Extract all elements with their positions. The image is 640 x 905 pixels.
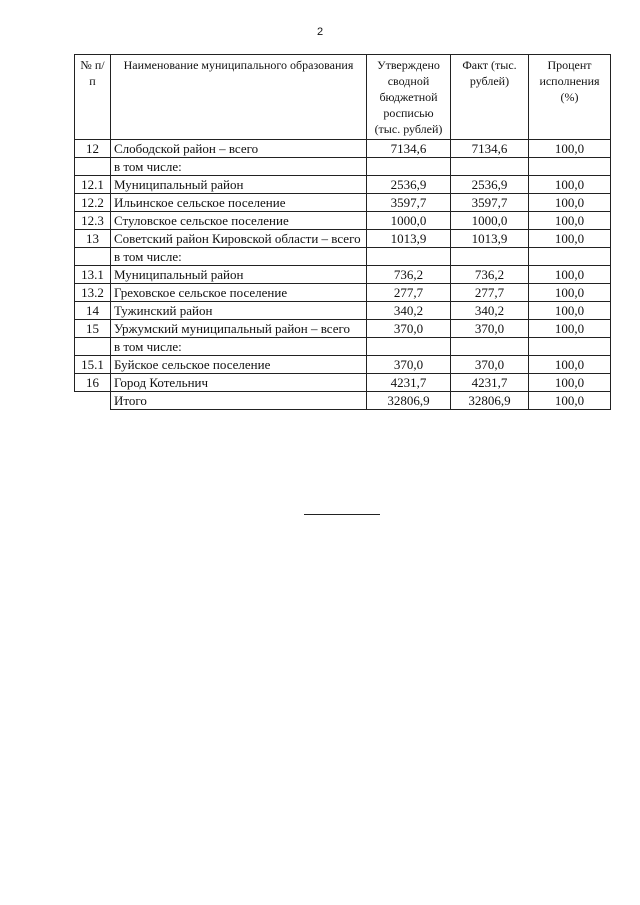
table-row [75,356,611,374]
cell-fact: 370,0 [451,320,529,338]
cell-plan: 1000,0 [367,212,451,230]
cell-fact: 1013,9 [451,230,529,248]
cell-plan: 3597,7 [367,194,451,212]
header-pct: Процент исполнения (%) [529,55,611,140]
cell-pct: 100,0 [529,356,611,374]
cell-name: в том числе: [111,248,367,266]
cell-name: Стуловское сельское поселение [111,212,367,230]
table-row [75,284,611,302]
cell-plan [367,338,451,356]
cell-fact [451,158,529,176]
header-row [75,55,611,140]
total-row [75,392,611,410]
cell-num: 12.3 [75,212,111,230]
cell-num: 12.2 [75,194,111,212]
cell-pct: 100,0 [529,230,611,248]
table-body [75,140,611,410]
cell-name: в том числе: [111,158,367,176]
cell-plan: 736,2 [367,266,451,284]
header-fact: Факт (тыс. рублей) [451,55,529,140]
cell-fact [451,338,529,356]
cell-num: 15 [75,320,111,338]
cell-name: в том числе: [111,338,367,356]
cell-fact: 7134,6 [451,140,529,158]
cell-plan: 340,2 [367,302,451,320]
cell-plan: 7134,6 [367,140,451,158]
header-plan: Утверждено сводной бюджетной росписью (тыс. рублей) [367,55,451,140]
cell-plan [367,158,451,176]
cell-num: 14 [75,302,111,320]
table-row [75,212,611,230]
cell-plan: 32806,9 [367,392,451,410]
table-row [75,140,611,158]
cell-num: 13.2 [75,284,111,302]
cell-pct [529,158,611,176]
cell-pct: 100,0 [529,392,611,410]
cell-fact: 370,0 [451,356,529,374]
cell-num: 16 [75,374,111,392]
cell-name: Ильинское сельское поселение [111,194,367,212]
cell-num: 12.1 [75,176,111,194]
separator-line [304,514,380,515]
cell-name: Итого [111,392,367,410]
table-row [75,374,611,392]
cell-fact: 32806,9 [451,392,529,410]
cell-num [75,248,111,266]
table-row [75,338,611,356]
budget-table [74,54,611,410]
header-name: Наименование муниципального образования [111,55,367,140]
cell-pct: 100,0 [529,212,611,230]
cell-fact: 277,7 [451,284,529,302]
cell-plan: 4231,7 [367,374,451,392]
cell-pct [529,338,611,356]
cell-pct [529,248,611,266]
cell-num: 12 [75,140,111,158]
table-row [75,266,611,284]
cell-fact [451,248,529,266]
table-row [75,320,611,338]
table-header [75,55,611,140]
table-row [75,248,611,266]
cell-num: 15.1 [75,356,111,374]
cell-name: Муниципальный район [111,266,367,284]
cell-num: 13 [75,230,111,248]
cell-pct: 100,0 [529,140,611,158]
cell-name: Слободской район – всего [111,140,367,158]
cell-plan: 277,7 [367,284,451,302]
cell-name: Тужинский район [111,302,367,320]
cell-name: Город Котельнич [111,374,367,392]
cell-name: Советский район Кировской области – всего [111,230,367,248]
table-row [75,158,611,176]
cell-fact: 736,2 [451,266,529,284]
cell-num [75,158,111,176]
cell-pct: 100,0 [529,266,611,284]
cell-plan: 370,0 [367,320,451,338]
cell-plan: 2536,9 [367,176,451,194]
cell-num [75,338,111,356]
cell-name: Муниципальный район [111,176,367,194]
cell-name: Буйское сельское поселение [111,356,367,374]
cell-fact: 2536,9 [451,176,529,194]
table-row [75,302,611,320]
cell-fact: 3597,7 [451,194,529,212]
page-number: 2 [316,26,324,38]
cell-pct: 100,0 [529,302,611,320]
table-row [75,230,611,248]
cell-pct: 100,0 [529,194,611,212]
cell-plan [367,248,451,266]
cell-fact: 4231,7 [451,374,529,392]
cell-name: Греховское сельское поселение [111,284,367,302]
cell-fact: 340,2 [451,302,529,320]
cell-pct: 100,0 [529,320,611,338]
cell-pct: 100,0 [529,176,611,194]
cell-num: 13.1 [75,266,111,284]
cell-plan: 1013,9 [367,230,451,248]
cell-plan: 370,0 [367,356,451,374]
table-row [75,176,611,194]
cell-pct: 100,0 [529,284,611,302]
header-num: № п/п [75,55,111,140]
cell-pct: 100,0 [529,374,611,392]
cell-fact: 1000,0 [451,212,529,230]
cell-num [75,392,111,410]
cell-name: Уржумский муниципальный район – всего [111,320,367,338]
table-row [75,194,611,212]
